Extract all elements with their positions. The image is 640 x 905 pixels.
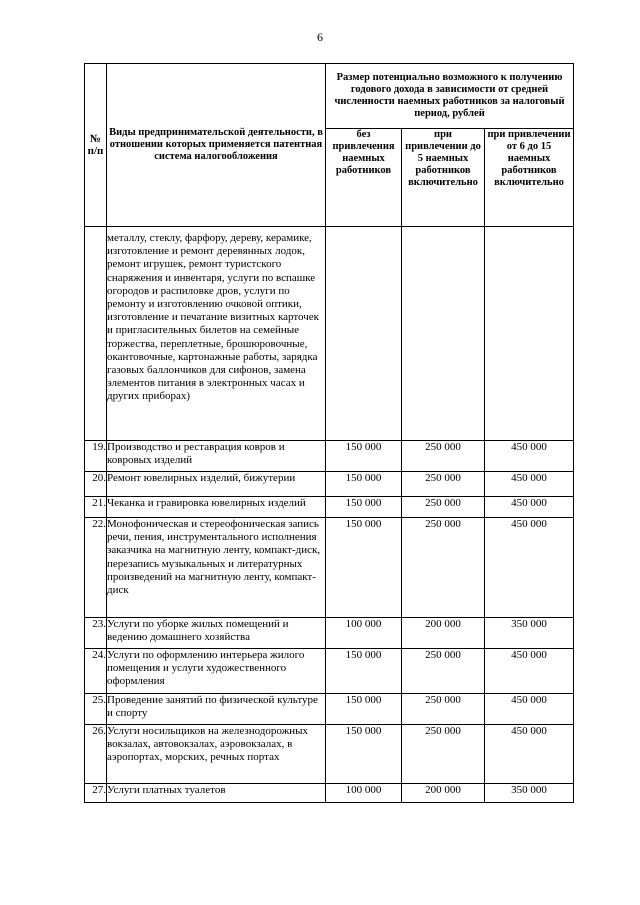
- table-row: [85, 472, 574, 497]
- table-row: [85, 497, 574, 518]
- table-row: [85, 694, 574, 725]
- row-value-3: 350 000: [485, 618, 574, 649]
- row-number: 26.: [85, 725, 107, 784]
- row-value-1: 150 000: [326, 472, 402, 497]
- row-number: 27.: [85, 784, 107, 803]
- row-value-1: 150 000: [326, 441, 402, 472]
- table-row: [85, 618, 574, 649]
- page-number: 6: [317, 30, 323, 44]
- table-row: [85, 649, 574, 694]
- row-activity: Производство и реставрация ковров и ковровых изделий: [107, 441, 326, 472]
- table-row: [85, 227, 574, 441]
- row-number: 24.: [85, 649, 107, 694]
- row-number: 19.: [85, 441, 107, 472]
- row-activity: Ремонт ювелирных изделий, бижутерии: [107, 472, 326, 497]
- row-value-3: 450 000: [485, 518, 574, 618]
- row-value-1: 150 000: [326, 725, 402, 784]
- row-value-3: 450 000: [485, 649, 574, 694]
- row-value-1: 150 000: [326, 649, 402, 694]
- row-value-3: 450 000: [485, 694, 574, 725]
- row-number: 25.: [85, 694, 107, 725]
- row-value-2: 250 000: [402, 518, 485, 618]
- header-6-to-15: при привлечении от 6 до 15 наемных работников включительно: [485, 129, 574, 227]
- header-activity: Виды предпринимательской деятельности, в отношении которых применяется патентная система налогообложения: [107, 64, 326, 227]
- row-activity: Чеканка и гравировка ювелирных изделий: [107, 497, 326, 518]
- row-value-1: 150 000: [326, 518, 402, 618]
- row-value-2: 200 000: [402, 784, 485, 803]
- patent-income-table: [84, 63, 574, 803]
- table-row: [85, 725, 574, 784]
- row-number: 21.: [85, 497, 107, 518]
- row-activity: Услуги по оформлению интерьера жилого помещения и услуги художественного оформления: [107, 649, 326, 694]
- header-up-to-5: при привлечении до 5 наемных работников включительно: [402, 129, 485, 227]
- row-value-2: 250 000: [402, 649, 485, 694]
- row-number: 20.: [85, 472, 107, 497]
- row-value-3: 450 000: [485, 472, 574, 497]
- row-value-1: 100 000: [326, 784, 402, 803]
- row-activity: Услуги по уборке жилых помещений и ведению домашнего хозяйства: [107, 618, 326, 649]
- row-activity: Монофоническая и стереофоническая запись речи, пения, инструментального исполнения заказчика на магнитную ленту, компакт-диск, перезапись музыкальных и литературных произведений на магнитную ленту, компакт-диск: [107, 518, 326, 618]
- row-activity: Услуги платных туалетов: [107, 784, 326, 803]
- table-row: [85, 441, 574, 472]
- row-value-2: 250 000: [402, 441, 485, 472]
- row-value-1: 150 000: [326, 694, 402, 725]
- row-value-3: 450 000: [485, 725, 574, 784]
- row-activity: Услуги носильщиков на железнодорожных вокзалах, автовокзалах, аэровокзалах, в аэропортах, морских, речных портах: [107, 725, 326, 784]
- row-value-1: 100 000: [326, 618, 402, 649]
- row-number: 22.: [85, 518, 107, 618]
- row-value-3: 450 000: [485, 441, 574, 472]
- row-value-2: 250 000: [402, 694, 485, 725]
- table-row: [85, 518, 574, 618]
- row-value-1: 150 000: [326, 497, 402, 518]
- row-value-2: 250 000: [402, 472, 485, 497]
- row-value-2: 250 000: [402, 497, 485, 518]
- header-no-employees: без привлечения наемных работников: [326, 129, 402, 227]
- row-number: 23.: [85, 618, 107, 649]
- row-activity: Проведение занятий по физической культуре и спорту: [107, 694, 326, 725]
- row-value-2: 200 000: [402, 618, 485, 649]
- row-value-2: 250 000: [402, 725, 485, 784]
- table-row: [85, 784, 574, 803]
- activity-continuation: металлу, стеклу, фарфору, дереву, керамике, изготовление и ремонт деревянных лодок, ремонт игрушек, ремонт туристского снаряжения и инвентаря, услуги по вспашке огородов и распиловке дров, услуги по ремонту и изготовлению очковой оптики, изготовление и печатание визитных карточек и пригласительных билетов на семейные торжества, переплетные, брошюровочные, окантовочные, картонажные работы, зарядка газовых баллончиков для сифонов, замена элементов питания в электронных часах и других приборах): [107, 227, 326, 441]
- header-income: Размер потенциально возможного к получению годового дохода в зависимости от средней численности наемных работников за налоговый период, рублей: [326, 64, 574, 129]
- row-value-3: 450 000: [485, 497, 574, 518]
- header-number: № п/п: [85, 64, 107, 227]
- row-value-3: 350 000: [485, 784, 574, 803]
